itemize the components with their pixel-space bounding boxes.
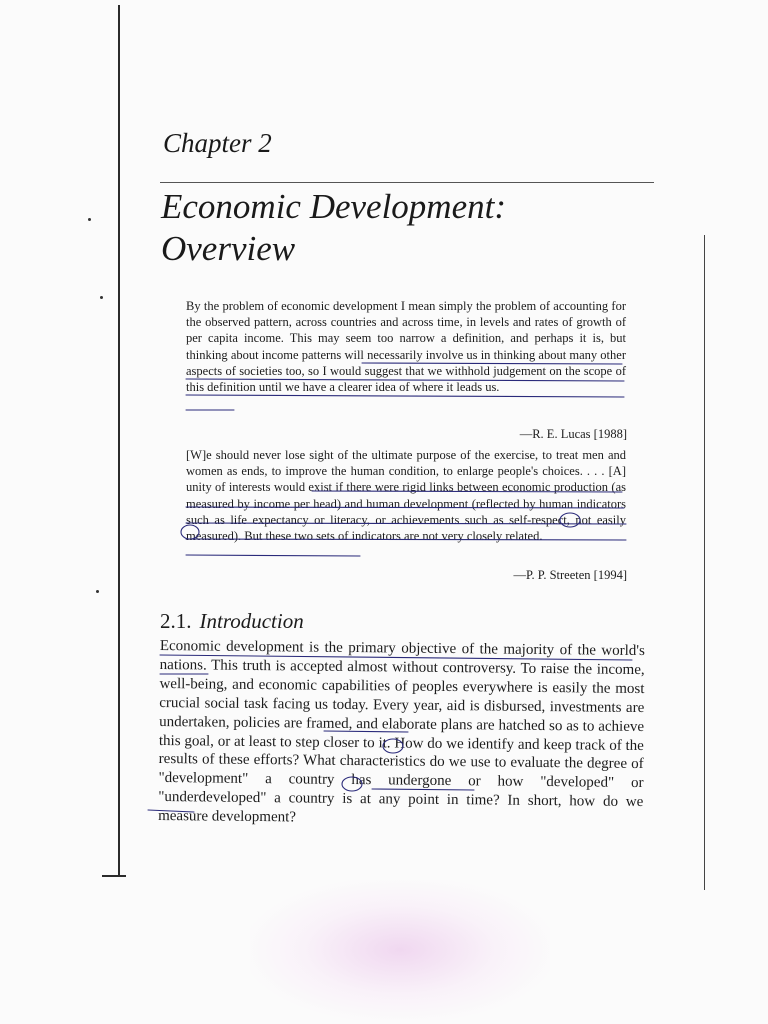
- chapter-divider: [160, 182, 654, 183]
- underline-mark: [186, 555, 360, 556]
- left-margin-line: [118, 5, 120, 877]
- dust-speck: [100, 296, 103, 299]
- margin-tick: [102, 875, 126, 877]
- epigraph-streeten-attribution: —P. P. Streeten [1994]: [513, 568, 627, 582]
- epigraph-streeten: [W]e should never lose sight of the ultimate purpose of the exercise, to treat men and women as ends, to improve the human condition, to enlarge people's choices. . . . [A] unity of interests would exist if there were rigid links between economic production (as measured by income per head) and human development (reflected by human indicators such as life expectancy or literacy, or achievements such as self-respect, not easily measured). But these two sets of indicators are not very closely related.: [186, 448, 626, 544]
- right-margin-line: [704, 235, 705, 890]
- chapter-title: [161, 186, 506, 270]
- dust-speck: [88, 218, 91, 221]
- section-heading: [160, 609, 304, 634]
- epigraph-lucas: By the problem of economic development I mean simply the problem of accounting for the observed pattern, across countries and across time, in levels and rates of growth of per capita income. This may seem too narrow a definition, and perhaps it is, but thinking about income patterns will necessarily involve us in thinking about many other aspects of societies too, so I would suggest that we withhold judgement on the scope of this definition until we have a clearer idea of where it leads us.: [186, 299, 626, 395]
- pink-smudge: [250, 880, 550, 1020]
- introduction-paragraph: Economic development is the primary objective of the majority of the world's nations. This truth is accepted almost without controversy. To raise the income, well-being, and economic capabilities of peoples everywhere is easily the most crucial social task facing us today. Every year, aid is disbursed, investments are undertaken, policies are framed, and elaborate plans are hatched so as to achieve this goal, or at least to step closer to it. How do we identify and keep track of the results of these efforts? What characteristics do we use to evaluate the degree of "development" a country has undergone or how "developed" or "underdeveloped" a country is at any point in time? In short, how do we measure development?: [158, 637, 645, 826]
- chapter-label: Chapter 2: [163, 128, 272, 158]
- section-title: Introduction: [199, 609, 304, 633]
- section-number: 2.1.: [160, 609, 192, 633]
- chapter-title-line-2: Overview: [161, 229, 296, 268]
- chapter-title-line-1: Economic Development:: [161, 187, 506, 226]
- dust-speck: [96, 590, 99, 593]
- underline-mark: [186, 395, 624, 397]
- epigraph-lucas-attribution: —R. E. Lucas [1988]: [519, 427, 627, 441]
